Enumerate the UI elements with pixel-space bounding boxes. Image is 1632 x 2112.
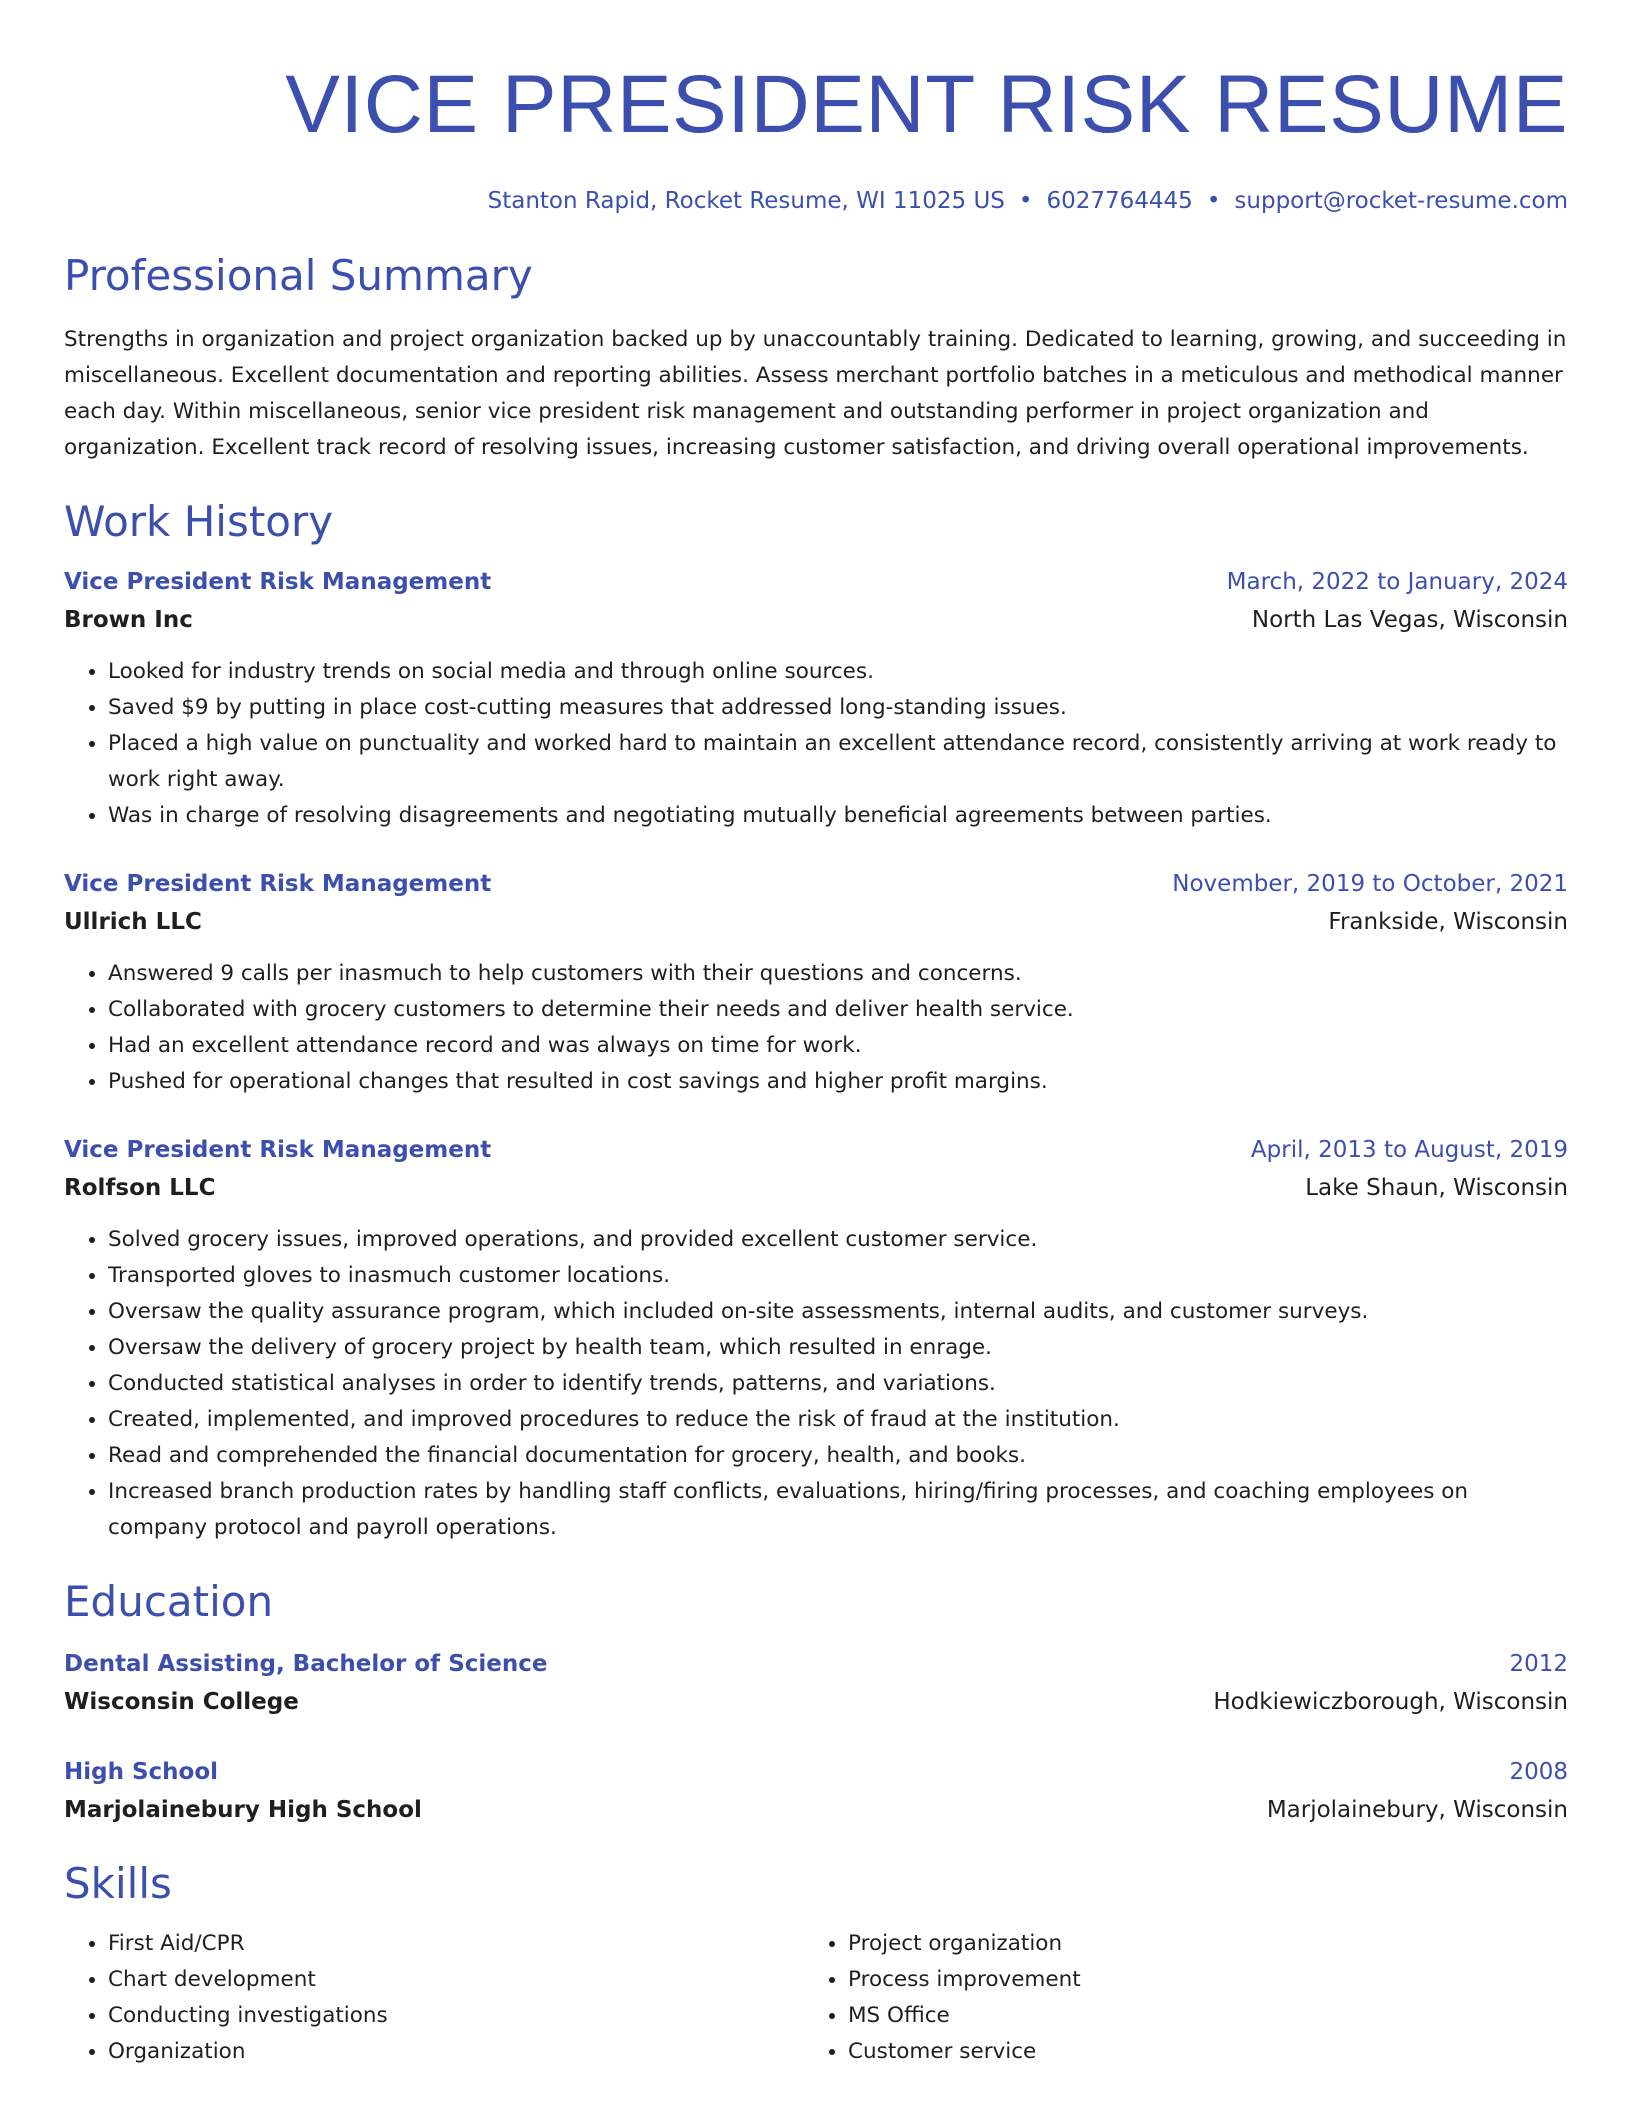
list-item: • Chart development [108,1962,804,1998]
summary-text: Strengths in organization and project organization backed up by unaccountably training. Dedicated to learning, growing, and succeeding in miscellaneous. Excellent documentation and reporting abilities. Assess merchant portfolio batches in a meticulous and methodical manner each day. Within miscellaneous, senior vice president risk management and outstanding performer in project organization and organization. Excellent track record of resolving issues, increasing customer satisfaction, and driving overall operational improvements. [64,327,1567,460]
list-item: • Had an excellent attendance record and was always on time for work. [108,1028,1568,1064]
list-item: • Project organization [848,1926,1568,1962]
school-location: Marjolainebury, Wisconsin [1266,1797,1568,1823]
school-name: Marjolainebury High School [64,1797,422,1823]
skills-column-left [64,1926,804,2070]
list-item: • Organization [108,2034,804,2070]
list-item: • Answered 9 calls per inasmuch to help customers with their questions and concerns. [108,956,1568,992]
contact-phone[interactable]: 6027764445 [1046,188,1193,214]
job-bullets [64,654,1568,834]
list-item: • Process improvement [848,1962,1568,1998]
list-item: • Read and comprehended the financial documentation for grocery, health, and books. [108,1438,1568,1474]
education-entry [64,1754,1568,1830]
list-item: • Conducting investigations [108,1998,804,2034]
contact-line [64,186,1568,216]
job-bullets [64,1222,1568,1546]
education-heading: Education [64,1577,274,1626]
resume-page [64,0,1568,2070]
list-item: • MS Office [848,1998,1568,2034]
school-location: Hodkiewiczborough, Wisconsin [1213,1689,1568,1715]
degree-name: High School [64,1759,219,1785]
skills-heading: Skills [64,1859,172,1908]
contact-separator: • [1018,188,1033,214]
contact-separator: • [1206,188,1221,214]
graduation-year: 2012 [1509,1651,1568,1677]
list-item: • Pushed for operational changes that resulted in cost savings and higher profit margins. [108,1064,1568,1100]
list-item: • Customer service [848,2034,1568,2070]
list-item: • Transported gloves to inasmuch customer locations. [108,1258,1568,1294]
skills-list [64,1926,1568,2070]
education-entry [64,1646,1568,1722]
school-name: Wisconsin College [64,1689,299,1715]
list-item: • Oversaw the delivery of grocery project by health team, which resulted in enrage. [108,1330,1568,1366]
work-history-heading: Work History [64,497,334,546]
list-item: • First Aid/CPR [108,1926,804,1962]
list-item: • Saved $9 by putting in place cost-cutting measures that addressed long-standing issues. [108,690,1568,726]
list-item: • Solved grocery issues, improved operations, and provided excellent customer service. [108,1222,1568,1258]
skills-column-right [804,1926,1568,2070]
job-bullets [64,956,1568,1100]
resume-title: VICE PRESIDENT RISK RESUME [285,59,1568,150]
list-item: • Conducted statistical analyses in order to identify trends, patterns, and variations. [108,1366,1568,1402]
job-location: North Las Vegas, Wisconsin [1251,607,1568,633]
list-item: • Was in charge of resolving disagreements and negotiating mutually beneficial agreements between parties. [108,798,1568,834]
job-dates: April, 2013 to August, 2019 [1250,1137,1568,1163]
job-title: Vice President Risk Management [64,1137,492,1163]
job-dates: November, 2019 to October, 2021 [1172,871,1568,897]
job-dates: March, 2022 to January, 2024 [1226,569,1568,595]
company-name: Brown Inc [64,607,193,633]
graduation-year: 2008 [1509,1759,1568,1785]
job-location: Lake Shaun, Wisconsin [1305,1175,1568,1201]
job-title: Vice President Risk Management [64,569,492,595]
job-entry [64,1132,1568,1546]
summary-heading: Professional Summary [64,251,533,300]
job-title: Vice President Risk Management [64,871,492,897]
contact-email[interactable]: support@rocket-resume.com [1234,188,1568,214]
company-name: Ullrich LLC [64,909,202,935]
list-item: • Oversaw the quality assurance program, which included on-site assessments, internal audits, and customer surveys. [108,1294,1568,1330]
job-location: Frankside, Wisconsin [1328,909,1568,935]
job-entry [64,564,1568,834]
contact-address: Stanton Rapid, Rocket Resume, WI 11025 US [487,188,1005,214]
degree-name: Dental Assisting, Bachelor of Science [64,1651,548,1677]
list-item: • Placed a high value on punctuality and worked hard to maintain an excellent attendance record, consistently arriving at work ready to work right away. [108,726,1568,798]
list-item: • Increased branch production rates by handling staff conflicts, evaluations, hiring/firing processes, and coaching employees on company protocol and payroll operations. [108,1474,1568,1546]
list-item: • Created, implemented, and improved procedures to reduce the risk of fraud at the institution. [108,1402,1568,1438]
list-item: • Collaborated with grocery customers to determine their needs and deliver health service. [108,992,1568,1028]
company-name: Rolfson LLC [64,1175,216,1201]
list-item: • Looked for industry trends on social media and through online sources. [108,654,1568,690]
job-entry [64,866,1568,1100]
